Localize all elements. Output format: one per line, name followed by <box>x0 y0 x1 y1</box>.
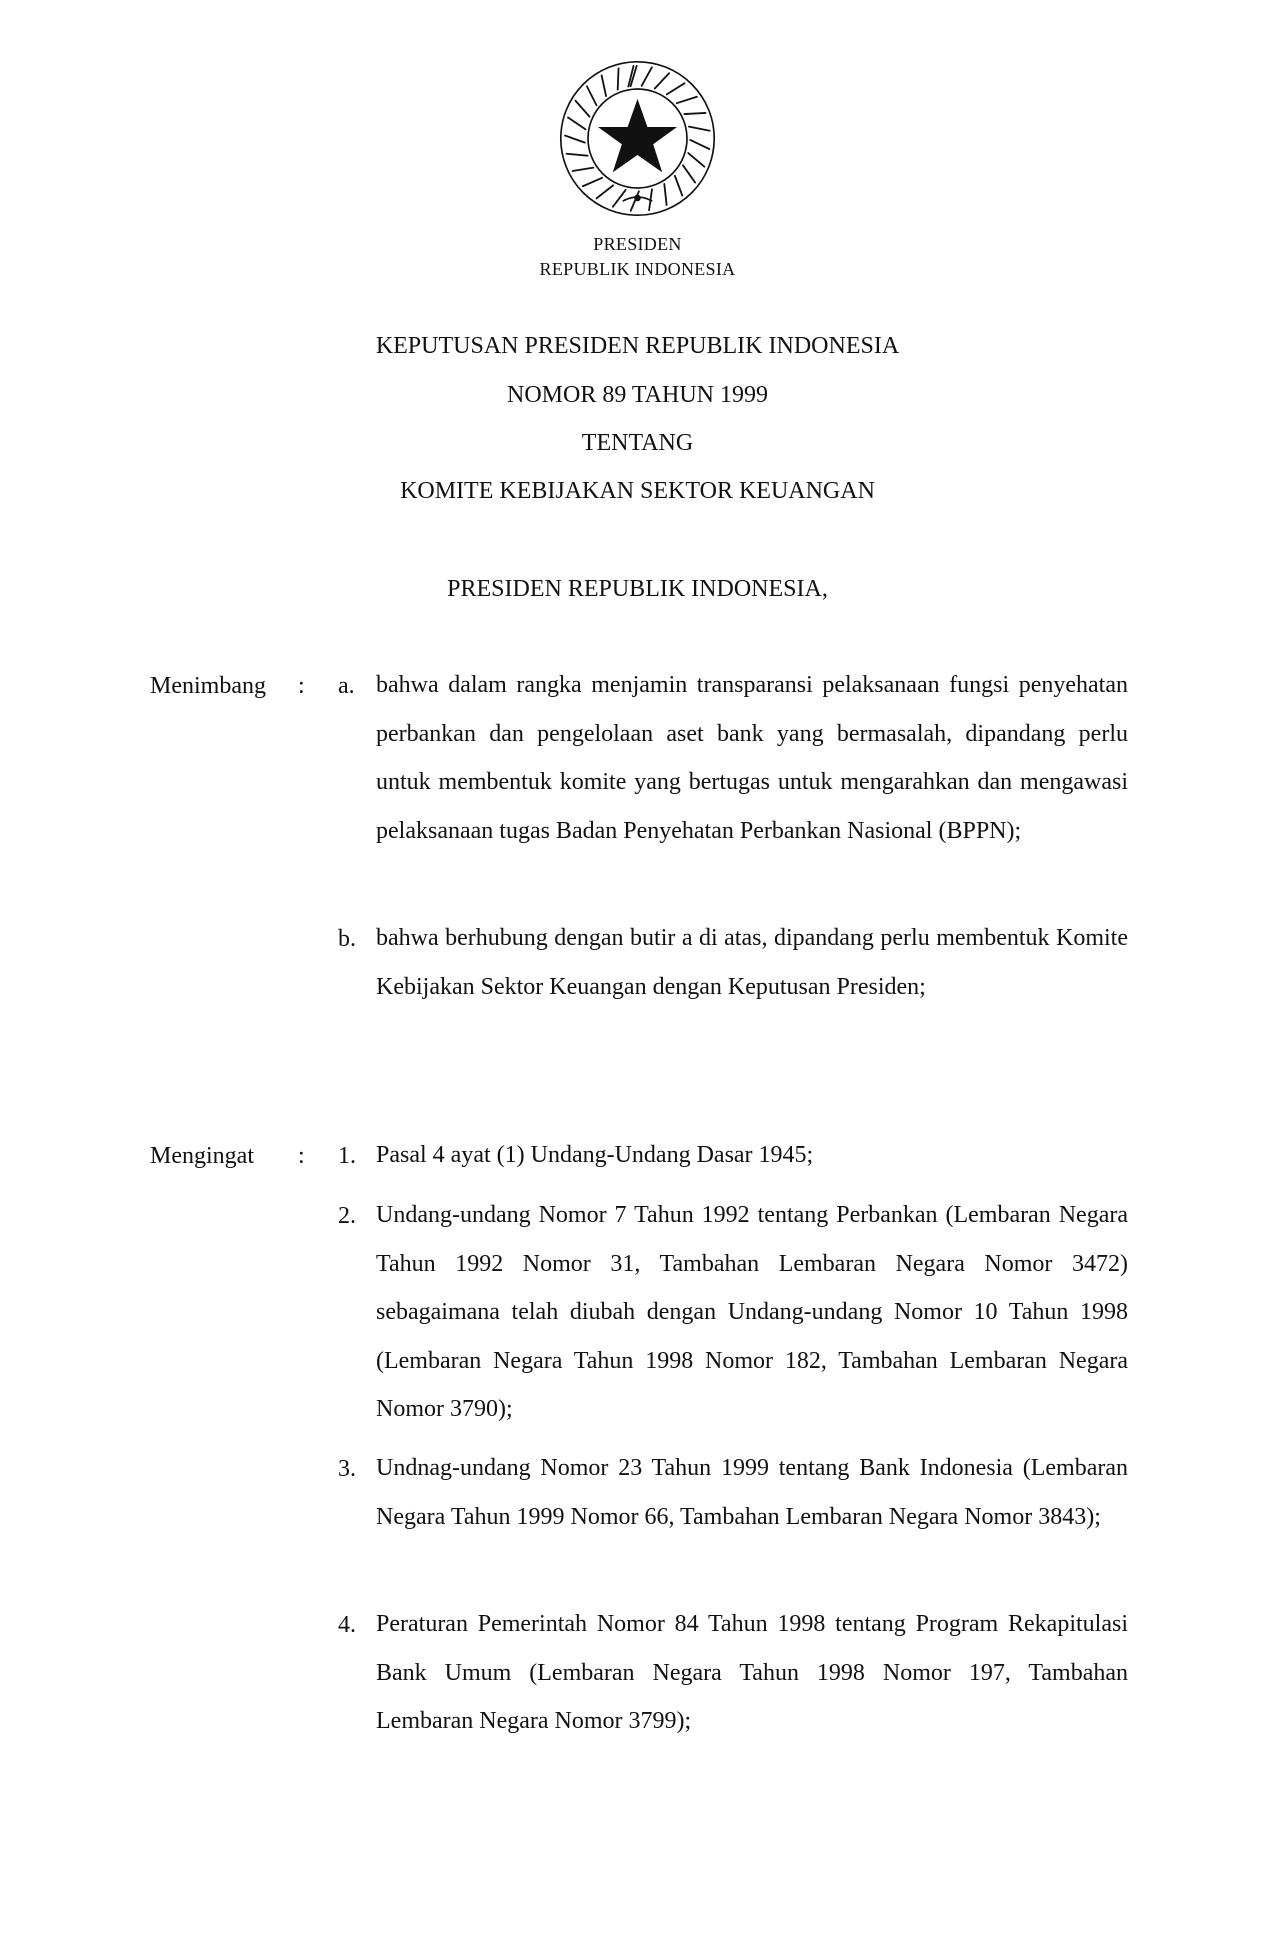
decree-tentang: TENTANG <box>581 430 694 456</box>
mengingat-colon: : <box>298 1143 305 1169</box>
wreath-leaf <box>576 101 590 117</box>
garuda-star-emblem-icon <box>555 56 720 221</box>
wreath-leaf <box>567 154 588 156</box>
wreath-leaf <box>596 185 613 198</box>
wreath-leaf <box>583 178 602 186</box>
decree-title: KEPUTUSAN PRESIDEN REPUBLIK INDONESIA <box>375 333 900 359</box>
mengingat-item-marker: 4. <box>338 1612 356 1638</box>
wreath-leaf <box>683 165 695 182</box>
mengingat-item-text: Pasal 4 ayat (1) Undang-Undang Dasar 1945; <box>376 1142 814 1168</box>
wreath-leaf <box>684 113 705 114</box>
mengingat-label: Mengingat <box>150 1143 254 1169</box>
mengingat-item-marker: 3. <box>338 1456 356 1482</box>
wreath-leaf <box>618 68 619 89</box>
letterhead-presiden: PRESIDEN <box>593 234 682 254</box>
wreath-leaf <box>613 190 626 207</box>
decree-subject: KOMITE KEBIJAKAN SEKTOR KEUANGAN <box>400 478 875 504</box>
wreath-leaf <box>667 83 685 94</box>
mengingat-item-text: Undang-undang Nomor 7 Tahun 1992 tentang Perbankan (Lembaran Negara Tahun 1992 Nomor 31, Tambahan Lembaran Negara Nomor 3472) sebagaimana telah diubah dengan Undang-undang Nomor 10 Tahun 1998 (Lembaran Negara Tahun 1998 Nomor 182, Tambahan Lembaran Negara Nomor 3790); <box>376 1202 1128 1422</box>
wreath-leaf <box>568 117 585 129</box>
mengingat-item-text: Peraturan Pemerintah Nomor 84 Tahun 1998 tentang Program Rekapitulasi Bank Umum (Lembaran Negara Tahun 1998 Nomor 197, Tambahan Lembaran Negara Nomor 3799); <box>376 1611 1128 1734</box>
wreath-leaf <box>677 97 697 103</box>
menimbang-item-text: bahwa berhubung dengan butir a di atas, dipandang perlu membentuk Komite Kebijakan Sektor Keuangan dengan Keputusan Presiden; <box>376 925 1128 1000</box>
mengingat-item-marker: 2. <box>338 1203 356 1229</box>
wreath-leaf <box>642 67 652 86</box>
wreath-leaf <box>675 176 682 196</box>
menimbang-colon: : <box>298 673 305 699</box>
mengingat-item-text: Undnag-undang Nomor 23 Tahun 1999 tentang Bank Indonesia (Lembaran Negara Tahun 1999 Nomor 66, Tambahan Lembaran Negara Nomor 3843); <box>376 1455 1128 1530</box>
wreath-leaf <box>602 75 606 96</box>
wreath-leaf <box>689 127 710 131</box>
decree-number: NOMOR 89 TAHUN 1999 <box>507 382 768 408</box>
wreath-leaf <box>565 136 585 143</box>
wreath-leaf <box>655 73 670 88</box>
menimbang-item-marker: a. <box>338 673 355 699</box>
menimbang-item-marker: b. <box>338 926 356 952</box>
wreath-leaf <box>573 168 594 171</box>
wreath-leaf <box>688 153 704 167</box>
wreath-leaf <box>587 86 597 105</box>
wreath-leaf <box>664 184 666 205</box>
wreath-leaf <box>690 140 709 149</box>
mengingat-item-marker: 1. <box>338 1143 356 1169</box>
menimbang-item-text: bahwa dalam rangka menjamin transparansi pelaksanaan fungsi penyehatan perbankan dan pengelolaan aset bank yang bermasalah, dipandang perlu untuk membentuk komite yang bertugas untuk mengarahkan dan mengawasi pelaksanaan tugas Badan Penyehatan Perbankan Nasional (BPPN); <box>376 672 1128 844</box>
letterhead-republik-indonesia: REPUBLIK INDONESIA <box>539 259 736 279</box>
menimbang-label: Menimbang <box>150 673 266 699</box>
authority-line: PRESIDEN REPUBLIK INDONESIA, <box>447 576 828 602</box>
